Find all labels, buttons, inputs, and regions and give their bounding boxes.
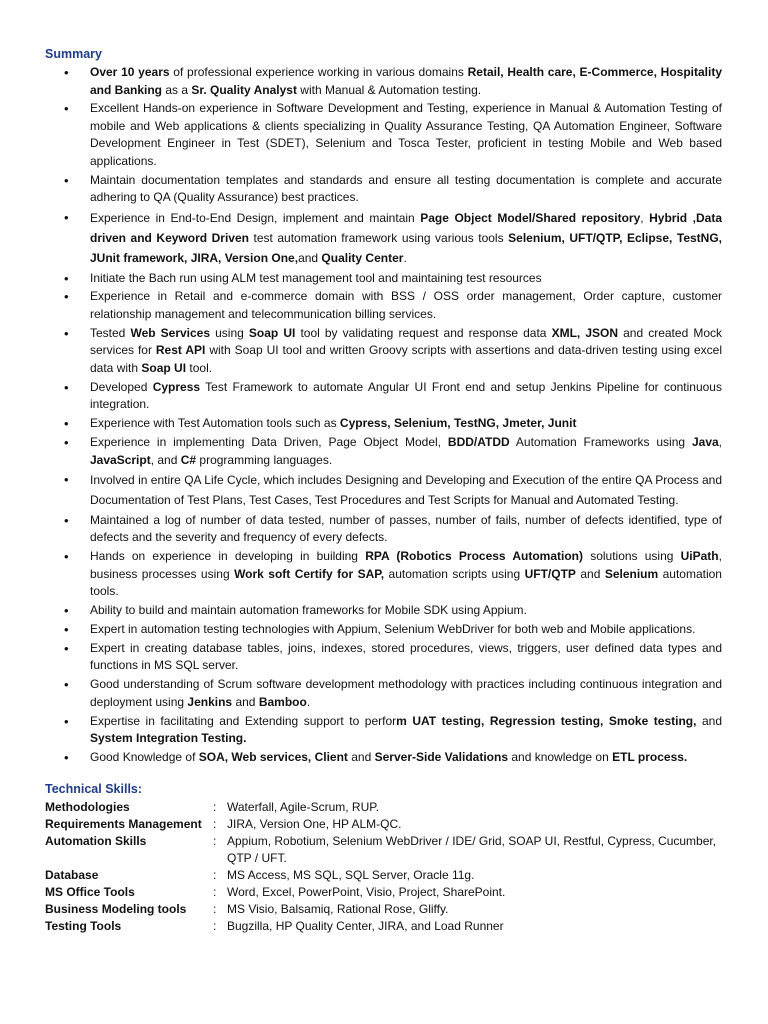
skill-label: Testing Tools — [45, 919, 122, 933]
bold-text: Server-Side Validations — [374, 750, 509, 765]
summary-bullet — [62, 713, 722, 748]
bold-text: C# — [180, 452, 197, 467]
skill-value: Bugzilla, HP Quality Center, JIRA, and Load Runner — [227, 919, 504, 933]
skill-label: Methodologies — [45, 800, 130, 814]
skill-value: JIRA, Version One, HP ALM-QC. — [227, 817, 402, 831]
text: and — [347, 750, 375, 765]
bold-text: Selenium, UFT/QTP, Eclipse, TestNG, JUnit framework, JIRA, Version One, — [90, 231, 723, 266]
summary-bullet — [62, 749, 722, 767]
text: with Manual & Automation testing. — [296, 82, 482, 97]
text: , and — [150, 452, 181, 467]
text: Experience with Test Automation tools such as — [90, 416, 340, 431]
bold-text: Cypress, Selenium, TestNG, Jmeter, Junit — [339, 416, 577, 431]
text: , — [640, 211, 650, 226]
skill-value: MS Visio, Balsamiq, Rational Rose, Gliffy. — [227, 902, 449, 916]
bold-text: Page Object Model/Shared repository — [420, 211, 641, 226]
bold-text: XML, JSON — [551, 325, 619, 340]
text: , business processes using — [90, 549, 722, 581]
text: and — [298, 251, 322, 266]
text: Experience in Retail and e-commerce domain with BSS / OSS order management, Order capture, customer relationship management and telecommunication billing services. — [90, 289, 722, 321]
bold-text: Over 10 years — [90, 65, 170, 79]
skill-row — [45, 901, 735, 918]
bold-text: UiPath — [680, 549, 719, 564]
text: and — [696, 713, 722, 728]
summary-bullet — [62, 621, 722, 639]
bold-text: Soap UI — [248, 325, 296, 340]
bold-text: Jenkins — [187, 694, 233, 709]
summary-bullet — [62, 288, 722, 323]
text: Experience in End-to-End Design, implement and maintain — [90, 211, 421, 226]
skill-row — [45, 833, 735, 867]
text: Good understanding of Scrum software development methodology with practices including continuous integration and deployment using — [90, 677, 722, 709]
bold-text: Sr. Quality Analyst — [191, 82, 297, 97]
skill-label: Business Modeling tools — [45, 902, 187, 916]
text: Maintained a log of number of data tested, number of passes, number of fails, number of defects identified, type of defects and the severity and frequency of every defects. — [90, 512, 722, 545]
bold-text: Soap UI — [141, 360, 187, 375]
text: and — [232, 694, 259, 709]
skill-separator: : — [213, 868, 217, 882]
text: tool. — [186, 360, 213, 375]
text: Automation Frameworks using — [509, 435, 692, 450]
text: automation scripts using — [384, 566, 525, 581]
text: automation tools. — [90, 566, 722, 599]
summary-bullet — [62, 676, 722, 711]
skill-label: Automation Skills — [45, 834, 147, 848]
bold-text: Quality Center — [321, 251, 404, 266]
summary-bullet — [62, 172, 722, 207]
bold-text: UFT/QTP — [524, 566, 576, 581]
text: and created Mock services for — [90, 325, 723, 358]
summary-bullet — [62, 512, 722, 547]
skill-separator: : — [213, 885, 217, 899]
text: programming languages. — [196, 452, 333, 467]
skill-separator: : — [213, 834, 217, 848]
skill-row — [45, 799, 735, 816]
skill-label: Requirements Management — [45, 817, 202, 831]
skill-value: Word, Excel, PowerPoint, Visio, Project, SharePoint. — [227, 885, 506, 899]
text: Expertise in facilitating and Extending support to perfor — [90, 713, 397, 728]
skill-separator: : — [213, 902, 217, 916]
summary-bullet — [62, 64, 722, 99]
summary-bullet — [62, 470, 722, 510]
bold-text: Hybrid ,Data driven and Keyword Driven — [90, 211, 723, 246]
skill-row — [45, 884, 735, 901]
technical-skills-heading: Technical Skills: — [45, 782, 143, 796]
summary-bullet — [62, 415, 722, 433]
text: solutions using — [583, 549, 681, 564]
bold-text: m UAT testing, Regression testing, Smoke testing, — [396, 713, 697, 728]
skill-separator: : — [213, 817, 217, 831]
text: , — [718, 435, 723, 450]
text: Experience in implementing Data Driven, Page Object Model, — [90, 435, 448, 450]
bold-text: Retail, Health care, E-Commerce, Hospitality and Banking — [90, 65, 722, 97]
bold-text: JavaScript — [90, 452, 151, 467]
skill-row — [45, 867, 735, 884]
text: Expert in automation testing technologies with Appium, Selenium WebDriver for both web and Mobile applications. — [90, 621, 696, 636]
text: Maintain documentation templates and standards and ensure all testing documentation is complete and accurate adhering to QA (Quality Assurance) best practices. — [90, 172, 722, 205]
summary-bullet — [62, 548, 722, 601]
summary-list — [62, 64, 722, 768]
skill-value: Appium, Robotium, Selenium WebDriver / IDE/ Grid, SOAP UI, Restful, Cypress, Cucumber, QTP / UFT. — [227, 834, 717, 865]
text: Tested — [90, 325, 131, 340]
summary-bullet — [62, 208, 722, 268]
bold-text: Rest API — [155, 343, 206, 358]
summary-bullet — [62, 379, 722, 414]
text: Initiate the Bach run using ALM test management tool and maintaining test resources — [90, 270, 542, 285]
bold-text: System Integration Testing. — [90, 731, 247, 746]
text: of professional experience working in various domains — [169, 65, 468, 79]
skill-row — [45, 918, 735, 935]
text: Involved in entire QA Life Cycle, which includes Designing and Developing and Execution of the entire QA Process and Documentation of Test Plans, Test Cases, Test Procedures and Test Scripts for Manual and Automated Testing. — [90, 473, 722, 508]
skill-separator: : — [213, 800, 217, 814]
text: test automation framework using various tools — [248, 231, 509, 246]
skill-row — [45, 816, 735, 833]
text: using — [210, 325, 249, 340]
skill-value: Waterfall, Agile-Scrum, RUP. — [227, 800, 380, 814]
bold-text: Cypress — [152, 379, 201, 394]
text: . — [306, 694, 311, 709]
text: tool by validating request and response data — [295, 325, 552, 340]
summary-bullet — [62, 602, 722, 620]
text: as a — [162, 82, 192, 97]
text: Good Knowledge of — [90, 750, 199, 765]
text: and — [575, 566, 605, 581]
text: and knowledge on — [508, 750, 613, 765]
technical-skills-table — [45, 799, 735, 935]
bold-text: Work soft Certify for SAP, — [234, 566, 385, 581]
text: Expert in creating database tables, joins, indexes, stored procedures, views, triggers, user defined data types and functions in MS SQL server. — [90, 640, 722, 673]
bold-text: Selenium — [604, 566, 659, 581]
skill-separator: : — [213, 919, 217, 933]
bold-text: BDD/ATDD — [447, 435, 510, 450]
summary-bullet — [62, 270, 722, 288]
skill-label: MS Office Tools — [45, 885, 135, 899]
summary-bullet — [62, 434, 722, 469]
text: Excellent Hands-on experience in Software Development and Testing, experience in Manual & Automation Testing of mobile and Web applications & clients specializing in Quality Assurance Testing, QA Automation Engineer, Software Development Engineer in Test (SDET), Selenium and Tosca Tester, proficient in testing Mobile and Web based applications. — [90, 101, 722, 168]
bold-text: Bamboo — [258, 694, 307, 709]
text: Test Framework to automate Angular UI Front end and setup Jenkins Pipeline for continuous integration. — [90, 379, 722, 412]
skill-label: Database — [45, 868, 99, 882]
text: Ability to build and maintain automation frameworks for Mobile SDK using Appium. — [90, 603, 527, 618]
bold-text: RPA (Robotics Process Automation) — [365, 549, 583, 564]
text: Hands on experience in developing in building — [90, 549, 366, 564]
summary-bullet — [62, 325, 722, 378]
bold-text: ETL process. — [612, 750, 688, 765]
bold-text: Web Services — [130, 325, 211, 340]
bold-text: Java — [691, 435, 719, 450]
text: . — [403, 251, 407, 266]
text: Developed — [90, 379, 153, 394]
summary-bullet — [62, 100, 722, 170]
skill-value: MS Access, MS SQL, SQL Server, Oracle 11g. — [227, 868, 475, 882]
summary-heading: Summary — [45, 47, 102, 61]
bold-text: SOA, Web services, Client — [198, 750, 348, 765]
summary-bullet — [62, 640, 722, 675]
text: with Soap UI tool and written Groovy scripts with assertions and data-driven testing using excel data with — [90, 343, 722, 375]
